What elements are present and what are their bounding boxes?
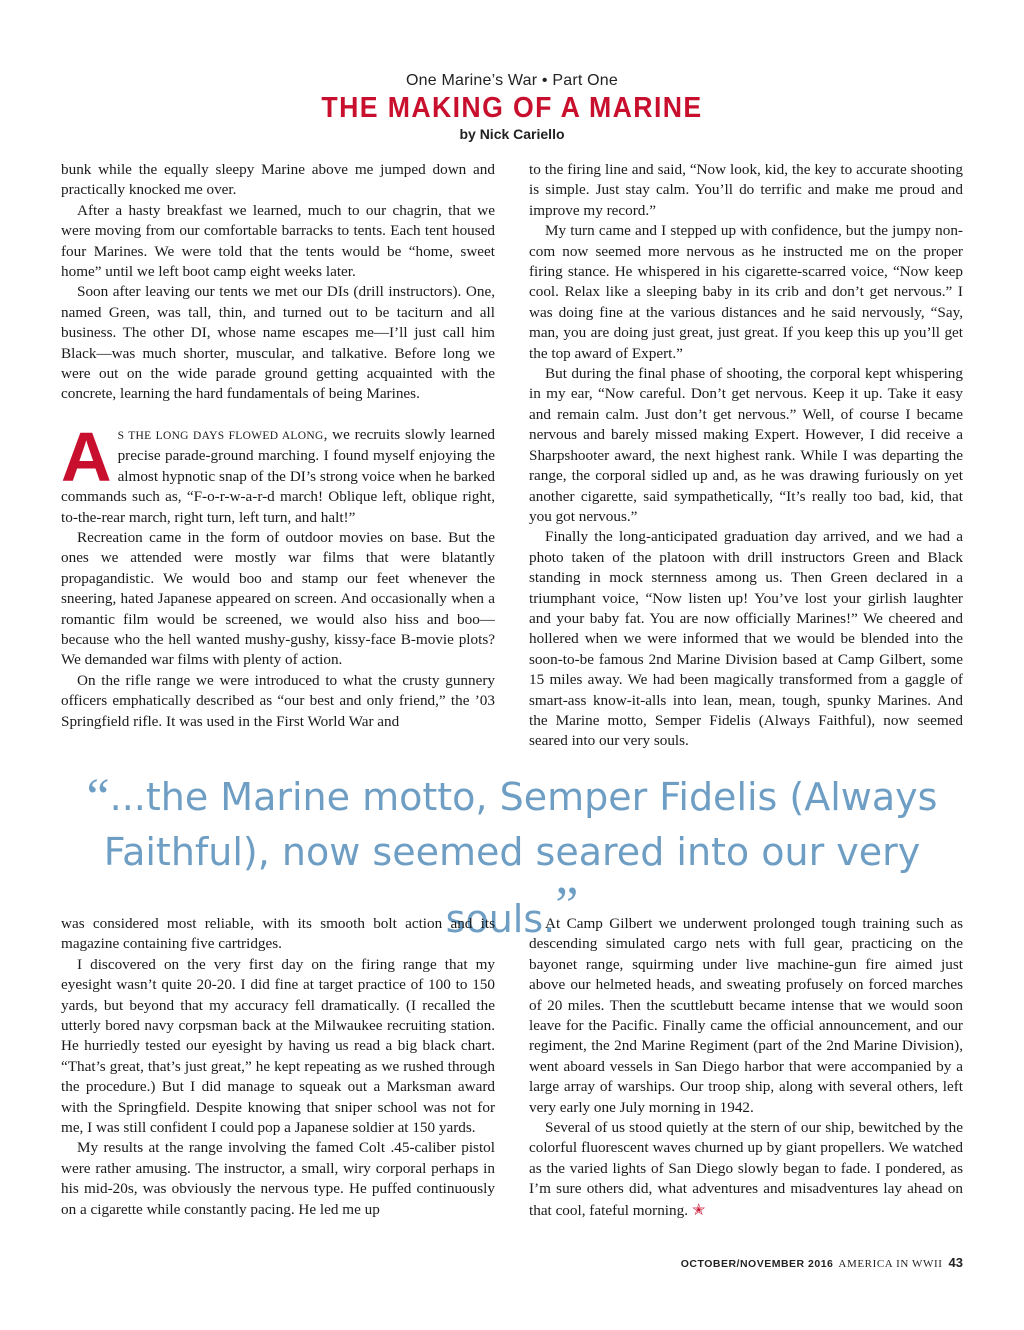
- paragraph: [529, 1118, 963, 1221]
- article-title: THE MAKING OF A MARINE: [321, 92, 703, 124]
- drop-cap: A: [61, 417, 112, 496]
- paragraph: was considered most reliable, with its smooth bolt action and its magazine containing five cartridges.: [61, 915, 495, 953]
- paragraph: Recreation came in the form of outdoor movies on base. But the ones we attended were mostly war films that were blatantly propagandistic. We would boo and stamp our feet whenever the sneering, hated Japanese appeared on screen. And occasionally when a romantic film would be screened, we would also hiss and boo—because who the hell wanted mushy-gushy, kissy-face B-movie plots? We demanded war films with plenty of action.: [61, 528, 495, 669]
- paragraph: After a hasty breakfast we learned, much to our chagrin, that we were moving from our comfortable barracks to tents. Each tent housed four Marines. We were told that the tents would be “home, sweet home” until we left boot camp eight weeks later.: [61, 201, 495, 281]
- paragraph: bunk while the equally sleepy Marine above me jumped down and practically knocked me over.: [61, 161, 495, 199]
- paragraph: Soon after leaving our tents we met our DIs (drill instructors). One, named Green, was tall, thin, and turned out to be taciturn and all business. The other DI, whose name escapes me—I’ll just call him Black—was much shorter, muscular, and talkative. Before long we were out on the wide parade ground getting acquainted with the concrete, learning the hard fundamentals of being Marines.: [61, 283, 495, 403]
- byline: by Nick Cariello: [459, 126, 565, 142]
- drop-cap-paragraph: [61, 417, 495, 528]
- pull-quote-text: ...the Marine motto, Semper Fidelis (Always Faithful), now seemed seared into our very souls.: [103, 775, 938, 941]
- article-header: [0, 72, 1024, 142]
- column-1: [61, 160, 495, 732]
- paragraph: At Camp Gilbert we underwent prolonged tough training such as descending simulated cargo nets with full gear, practicing on the bayonet range, squirming under live machine-gun fire aimed just above our helmeted heads, and sweating profusely on forced marches of 20 miles. Then the scuttlebutt became intense that we would soon leave for the Pacific. Finally came the official announcement, and our regiment, the 2nd Marine Regiment (part of the 2nd Marine Division), went aboard vessels in San Diego harbor that were accompanied by a large array of warships. Our troop ship, along with several others, left very early one July morning in 1942.: [529, 915, 963, 1116]
- issue-date: OCTOBER/NOVEMBER 2016: [680, 1258, 834, 1270]
- paragraph-text: , we recruits slowly learned precise parade-ground marching. I found myself enjoying the almost hypnotic snap of the DI’s strong voice when he barked commands such as, “F-o-r-w-a-r-d march! Oblique left, oblique right, to-the-rear march, right turn, left turn, and halt!”: [61, 425, 495, 526]
- column-3: [61, 914, 495, 1220]
- column-2: [529, 160, 963, 752]
- paragraph: On the rifle range we were introduced to what the crusty gunnery officers emphatically described as “our best and only friend,” the ’03 Springfield rifle. It was used in the First World War and: [61, 671, 495, 730]
- end-star-icon: ✭: [692, 1199, 706, 1219]
- paragraph: But during the final phase of shooting, the corporal kept whispering in my ear, “Now careful. Don’t get nervous. Keep it up. Take it easy and remain calm. Just don’t get nervous.” Well, of course I became nervous and barely missed making Expert. However, I did receive a Sharpshooter award, the next highest rank. While I was departing the range, the corporal sidled up and, as he was drawing furiously on yet another cigarette, said sympathetically, “It’s really too bad, kid, that you got nervous.”: [529, 365, 963, 525]
- paragraph: to the firing line and said, “Now look, kid, the key to accurate shooting is simple. Just stay calm. You’ll do terrific and make me proud and improve my record.”: [529, 161, 963, 219]
- paragraph: I discovered on the very first day on the firing range that my eyesight wasn’t quite 20-20. I did fine at target practice of 100 to 150 yards, but beyond that my accuracy fell dramatically. (I recalled the utterly bored navy corpsman back at the Milwaukee recruiting station. He hurriedly tested our eyesight by having us read a big black chart. “That’s great, that’s just great,” he kept repeating as we rushed through the procedure.) But I did manage to squeak out a Marksman award with the Springfield. Despite knowing that sniper school was not for me, I was still confident I could pop a Japanese soldier at 150 yards.: [61, 955, 495, 1137]
- page-footer: [681, 1255, 963, 1271]
- paragraph: My turn came and I stepped up with confidence, but the jumpy non-com now seemed more nervous as he instructed me on the proper firing stance. He whispered in his cigarette-scarred voice, “Now keep cool. Relax like a sleeping baby in its crib and don’t get nervous.” I was doing fine at the various distances and he said nervously, “Say, man, you are doing just great, just great. If you keep this up you’ll get the top award of Expert.”: [529, 222, 963, 362]
- column-4: [529, 914, 963, 1221]
- open-quote-mark: “: [86, 769, 110, 826]
- lead-in: S THE LONG DAYS FLOWED ALONG: [117, 429, 324, 442]
- page-number: 43: [948, 1255, 963, 1270]
- paragraph: My results at the range involving the famed Colt .45-caliber pistol were rather amusing. The instructor, a small, wiry corporal perhaps in his mid-20s, was obviously the nervous type. He puffed continuously on a cigarette while constantly pacing. He led me up: [61, 1139, 495, 1218]
- series-kicker: One Marine’s War • Part One: [406, 72, 618, 89]
- paragraph-text: Several of us stood quietly at the stern of our ship, bewitched by the colorful fluorescent waves churned up by giant propellers. We watched as the varied lights of San Diego slowly began to fade. I pondered, as I’m sure others did, what adventures and misadventures lay ahead on that cool, fateful morning.: [529, 1119, 963, 1219]
- close-quote-mark: ”: [555, 877, 579, 934]
- paragraph: Finally the long-anticipated graduation day arrived, and we had a photo taken of the platoon with drill instructors Green and Black standing in mock sternness among us. Then Green declared in a triumphant voice, “Now listen up! You’ve lost your girlish laughter and your baby fat. You are now officially Marines!” We cheered and hollered when we were informed that we would be blended into the soon-to-be famous 2nd Marine Division based at Camp Gilbert, some 15 miles away. We had been magically transformed from a gaggle of smart-ass know-it-alls into lean, mean, tough, spunky Marines. And the Marine motto, Semper Fidelis (Always Faithful), now seemed seared into our very souls.: [529, 528, 963, 750]
- magazine-name: AMERICA IN WWII: [838, 1258, 943, 1270]
